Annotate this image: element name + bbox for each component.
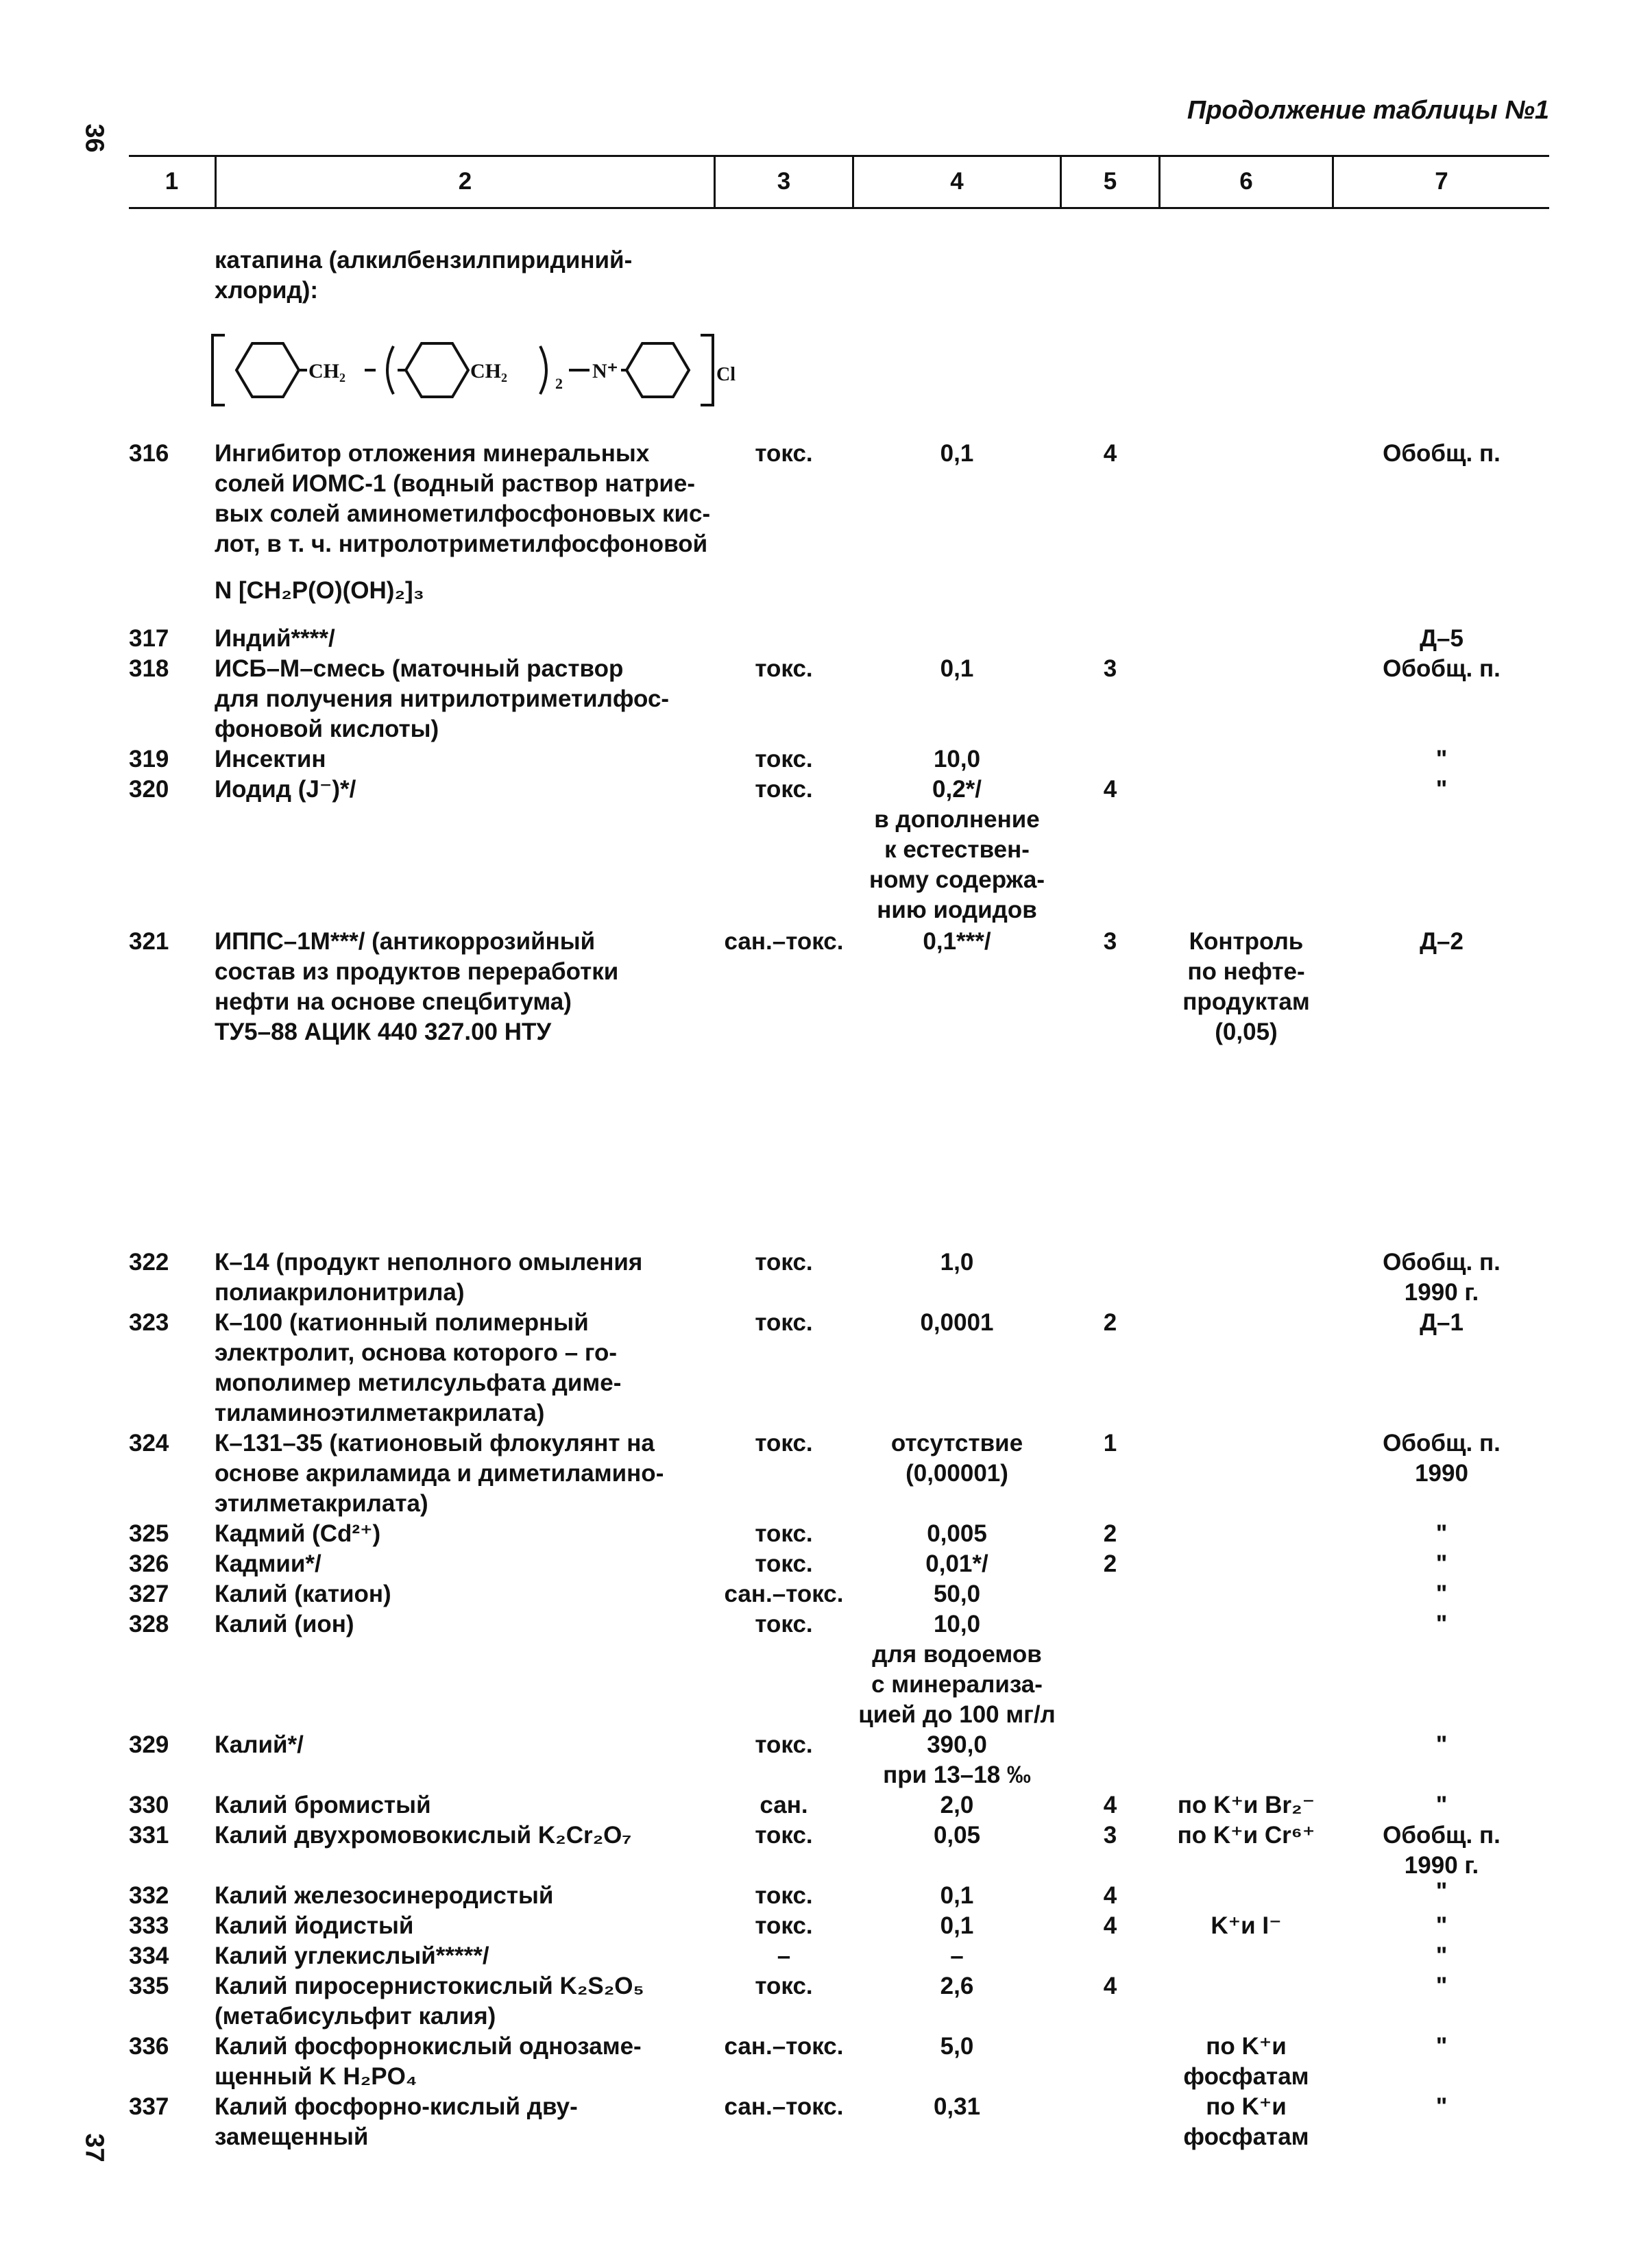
- row-number: 320: [129, 776, 169, 803]
- substance-name: Калий двухромовокислый K₂Cr₂O₇: [215, 1822, 632, 1849]
- notes: по K⁺и: [1206, 2093, 1287, 2120]
- header-col-4: 4: [950, 168, 964, 195]
- notes: по K⁺и Br₂⁻: [1177, 1792, 1315, 1818]
- row-number: 326: [129, 1550, 169, 1577]
- page-number-top: 36: [80, 123, 109, 153]
- substance-name: К–131–35 (катионовый флокулянт на: [215, 1430, 655, 1457]
- substance-name: ИППС–1М***/ (антикоррозийный: [215, 928, 596, 955]
- hazard-indicator: сан.–токс.: [724, 928, 844, 955]
- hazard-class: 4: [1103, 1882, 1117, 1909]
- hazard-class: 3: [1103, 655, 1117, 682]
- substance-name: замещенный: [215, 2123, 369, 2150]
- hazard-indicator: токс.: [755, 1973, 813, 1999]
- concentration: 10,0: [933, 746, 981, 772]
- hazard-indicator: сан.–токс.: [724, 1581, 844, 1607]
- row-number: 327: [129, 1581, 169, 1607]
- concentration: 0,1: [940, 1912, 974, 1939]
- hazard-indicator: сан.–токс.: [724, 2033, 844, 2060]
- substance-name: мополимер метилсульфата диме-: [215, 1369, 622, 1396]
- hazard-class: 4: [1103, 440, 1117, 467]
- row-number: 325: [129, 1520, 169, 1547]
- hazard-class: 4: [1103, 1912, 1117, 1939]
- intro-line: катапина (алкилбензилпиридиний-: [215, 247, 633, 273]
- hazard-indicator: сан.: [760, 1792, 808, 1818]
- concentration: 2,6: [940, 1973, 974, 1999]
- hazard-indicator: токс.: [755, 1520, 813, 1547]
- header-col-1: 1: [165, 168, 179, 195]
- source-ref: ": [1435, 1731, 1448, 1758]
- row-number: 324: [129, 1430, 169, 1457]
- substance-name: Калий (ион): [215, 1611, 354, 1637]
- substance-name: Индий****/: [215, 625, 335, 652]
- hazard-class: 4: [1103, 776, 1117, 803]
- substance-name: К–100 (катионный полимерный: [215, 1309, 589, 1336]
- substance-name: Калий пиросернистокислый K₂S₂O₅: [215, 1973, 644, 1999]
- source-ref: Д–1: [1420, 1309, 1463, 1336]
- row-number: 334: [129, 1942, 169, 1969]
- concentration: 50,0: [933, 1581, 981, 1607]
- substance-name: Калий*/: [215, 1731, 304, 1758]
- substance-name: электролит, основа которого – го-: [215, 1339, 618, 1366]
- substance-name: для получения нитрилотриметилфос-: [215, 685, 670, 712]
- source-ref: 1990: [1415, 1460, 1468, 1487]
- concentration: 10,0: [933, 1611, 981, 1637]
- hazard-indicator: сан.–токс.: [724, 2093, 844, 2120]
- row-number: 322: [129, 1249, 169, 1276]
- substance-name: нефти на основе спецбитума): [215, 988, 572, 1015]
- substance-name: Калий (катион): [215, 1581, 391, 1607]
- concentration: 0,31: [933, 2093, 981, 2120]
- hazard-class: 2: [1103, 1550, 1117, 1577]
- hazard-class: 1: [1103, 1430, 1117, 1457]
- row-number: 321: [129, 928, 169, 955]
- concentration: отсутствие: [890, 1430, 1023, 1457]
- row-number: 330: [129, 1792, 169, 1818]
- hazard-class: 3: [1103, 1822, 1117, 1849]
- notes: (0,05): [1215, 1019, 1278, 1045]
- hazard-indicator: токс.: [755, 746, 813, 772]
- notes: продуктам: [1182, 988, 1310, 1015]
- row-number: 333: [129, 1912, 169, 1939]
- row-number: 319: [129, 746, 169, 772]
- substance-name: фоновой кислоты): [215, 716, 439, 742]
- hazard-indicator: токс.: [755, 655, 813, 682]
- source-ref: ": [1435, 1878, 1448, 1905]
- formula-subscript: 2: [555, 375, 563, 392]
- hazard-class: 4: [1103, 1973, 1117, 1999]
- source-ref: ": [1435, 776, 1448, 803]
- concentration-note: в дополнение: [874, 806, 1040, 833]
- source-ref: Обобщ. п.: [1383, 440, 1501, 467]
- header-bottom-rule: [129, 207, 1549, 209]
- notes: фосфатам: [1183, 2063, 1309, 2090]
- hazard-indicator: токс.: [755, 776, 813, 803]
- substance-name: Инсектин: [215, 746, 326, 772]
- source-ref: 1990 г.: [1404, 1279, 1479, 1306]
- header-top-rule: [129, 155, 1549, 157]
- header-col-5: 5: [1103, 168, 1117, 195]
- row-number: 317: [129, 625, 169, 652]
- page-number-bottom: 37: [80, 2133, 109, 2163]
- concentration: 0,01*/: [925, 1550, 988, 1577]
- substance-name: Ингибитор отложения минеральных: [215, 440, 650, 467]
- hazard-class: 2: [1103, 1520, 1117, 1547]
- concentration-note: цией до 100 мг/л: [858, 1701, 1056, 1728]
- notes: по K⁺и Cr⁶⁺: [1177, 1822, 1315, 1849]
- concentration-note: для водоемов: [872, 1641, 1042, 1668]
- catapine-structure-diagram: [206, 326, 736, 415]
- concentration-note: ному содержа-: [868, 866, 1045, 893]
- hazard-indicator: токс.: [755, 1611, 813, 1637]
- substance-name: Калий фосфорнокислый однозаме-: [215, 2033, 642, 2060]
- concentration: 390,0: [927, 1731, 987, 1758]
- hazard-indicator: токс.: [755, 1249, 813, 1276]
- concentration: 0,1: [940, 1882, 974, 1909]
- source-ref: ": [1435, 2093, 1448, 2120]
- source-ref: ": [1435, 1792, 1448, 1818]
- row-number: 323: [129, 1309, 169, 1336]
- concentration: 1,0: [940, 1249, 974, 1276]
- source-ref: Д–2: [1420, 928, 1463, 955]
- notes: Контроль: [1189, 928, 1304, 955]
- header-col-3: 3: [777, 168, 791, 195]
- concentration: 0,1: [940, 655, 974, 682]
- notes: фосфатам: [1183, 2123, 1309, 2150]
- substance-name: Калий бромистый: [215, 1792, 431, 1818]
- hazard-indicator: токс.: [755, 1430, 813, 1457]
- concentration: 2,0: [940, 1792, 974, 1818]
- formula-ch2: CH₂: [308, 360, 345, 382]
- substance-name: основе акриламида и диметиламино-: [215, 1460, 664, 1487]
- concentration: 5,0: [940, 2033, 974, 2060]
- hazard-indicator: токс.: [755, 1309, 813, 1336]
- substance-name: Кадмий (Cd²⁺): [215, 1520, 381, 1547]
- hazard-class: 4: [1103, 1792, 1117, 1818]
- source-ref: ": [1435, 746, 1448, 772]
- formula-chloride: Cl: [716, 364, 736, 385]
- intro-line: хлорид):: [215, 277, 319, 304]
- row-number: 328: [129, 1611, 169, 1637]
- substance-name: Калий железосинеродистый: [215, 1882, 554, 1909]
- substance-name: (метабисульфит калия): [215, 2003, 496, 2030]
- substance-name: Калий углекислый*****/: [215, 1942, 489, 1969]
- concentration-note: нию иодидов: [877, 897, 1037, 923]
- substance-name: К–14 (продукт неполного омыления: [215, 1249, 643, 1276]
- notes: по нефте-: [1187, 958, 1305, 985]
- hazard-indicator: токс.: [755, 440, 813, 467]
- formula-nitrogen: N⁺: [592, 360, 618, 382]
- source-ref: ": [1435, 1912, 1448, 1939]
- substance-name: Кадмии*/: [215, 1550, 321, 1577]
- substance-formula: N [CH₂P(O)(OH)₂]₃: [215, 577, 424, 604]
- hazard-class: 3: [1103, 928, 1117, 955]
- concentration-note: (0,00001): [906, 1460, 1008, 1487]
- table-continuation-title: Продолжение таблицы №1: [1187, 96, 1549, 125]
- concentration: 0,1: [940, 440, 974, 467]
- row-number: 337: [129, 2093, 169, 2120]
- hazard-indicator: токс.: [755, 1822, 813, 1849]
- hazard-indicator: –: [777, 1942, 791, 1969]
- substance-name: состав из продуктов переработки: [215, 958, 619, 985]
- concentration: 0,005: [927, 1520, 987, 1547]
- header-col-7: 7: [1435, 168, 1448, 195]
- notes: по K⁺и: [1206, 2033, 1287, 2060]
- concentration-note: с минерализа-: [871, 1671, 1043, 1698]
- header-col-2: 2: [458, 168, 472, 195]
- substance-name: Иодид (J⁻)*/: [215, 776, 356, 803]
- source-ref: Обобщ. п.: [1383, 1822, 1501, 1849]
- row-number: 329: [129, 1731, 169, 1758]
- row-number: 335: [129, 1973, 169, 1999]
- substance-name: щенный K H₂PO₄: [215, 2063, 417, 2090]
- hazard-class: 2: [1103, 1309, 1117, 1336]
- substance-name: лот, в т. ч. нитролотриметилфосфоновой: [215, 531, 708, 557]
- concentration: 0,2*/: [932, 776, 982, 803]
- substance-name: тиламиноэтилметакрилата): [215, 1400, 545, 1426]
- concentration-note: к естествен-: [884, 836, 1030, 863]
- source-ref: 1990 г.: [1404, 1852, 1479, 1879]
- source-ref: ": [1435, 2033, 1448, 2060]
- hazard-indicator: токс.: [755, 1550, 813, 1577]
- row-number: 331: [129, 1822, 169, 1849]
- concentration: 0,0001: [920, 1309, 994, 1336]
- source-ref: Обобщ. п.: [1383, 655, 1501, 682]
- source-ref: Обобщ. п.: [1383, 1249, 1501, 1276]
- substance-name: ИСБ–М–смесь (маточный раствор: [215, 655, 624, 682]
- source-ref: ": [1435, 1550, 1448, 1577]
- hazard-indicator: токс.: [755, 1731, 813, 1758]
- source-ref: Д–5: [1420, 625, 1463, 652]
- source-ref: ": [1435, 1520, 1448, 1547]
- row-number: 332: [129, 1882, 169, 1909]
- hazard-indicator: токс.: [755, 1882, 813, 1909]
- substance-name: Калий йодистый: [215, 1912, 414, 1939]
- concentration-note: при 13–18 ‰: [883, 1762, 1031, 1788]
- substance-name: ТУ5–88 АЦИК 440 327.00 НТУ: [215, 1019, 552, 1045]
- concentration: 0,1***/: [923, 928, 991, 955]
- substance-name: Калий фосфорно-кислый дву-: [215, 2093, 578, 2120]
- notes: K⁺и I⁻: [1211, 1912, 1282, 1939]
- row-number: 316: [129, 440, 169, 467]
- substance-name: солей ИОМС-1 (водный раствор натрие-: [215, 470, 695, 497]
- substance-name: этилметакрилата): [215, 1490, 428, 1517]
- substance-name: вых солей аминометилфосфоновых кис-: [215, 500, 711, 527]
- row-number: 318: [129, 655, 169, 682]
- substance-name: полиакрилонитрила): [215, 1279, 465, 1306]
- row-number: 336: [129, 2033, 169, 2060]
- source-ref: ": [1435, 1973, 1448, 1999]
- source-ref: ": [1435, 1611, 1448, 1637]
- concentration: 0,05: [933, 1822, 981, 1849]
- concentration: –: [950, 1942, 964, 1969]
- header-col-6: 6: [1239, 168, 1253, 195]
- formula-ch2: CH₂: [470, 360, 507, 382]
- source-ref: ": [1435, 1942, 1448, 1969]
- hazard-indicator: токс.: [755, 1912, 813, 1939]
- source-ref: Обобщ. п.: [1383, 1430, 1501, 1457]
- source-ref: ": [1435, 1581, 1448, 1607]
